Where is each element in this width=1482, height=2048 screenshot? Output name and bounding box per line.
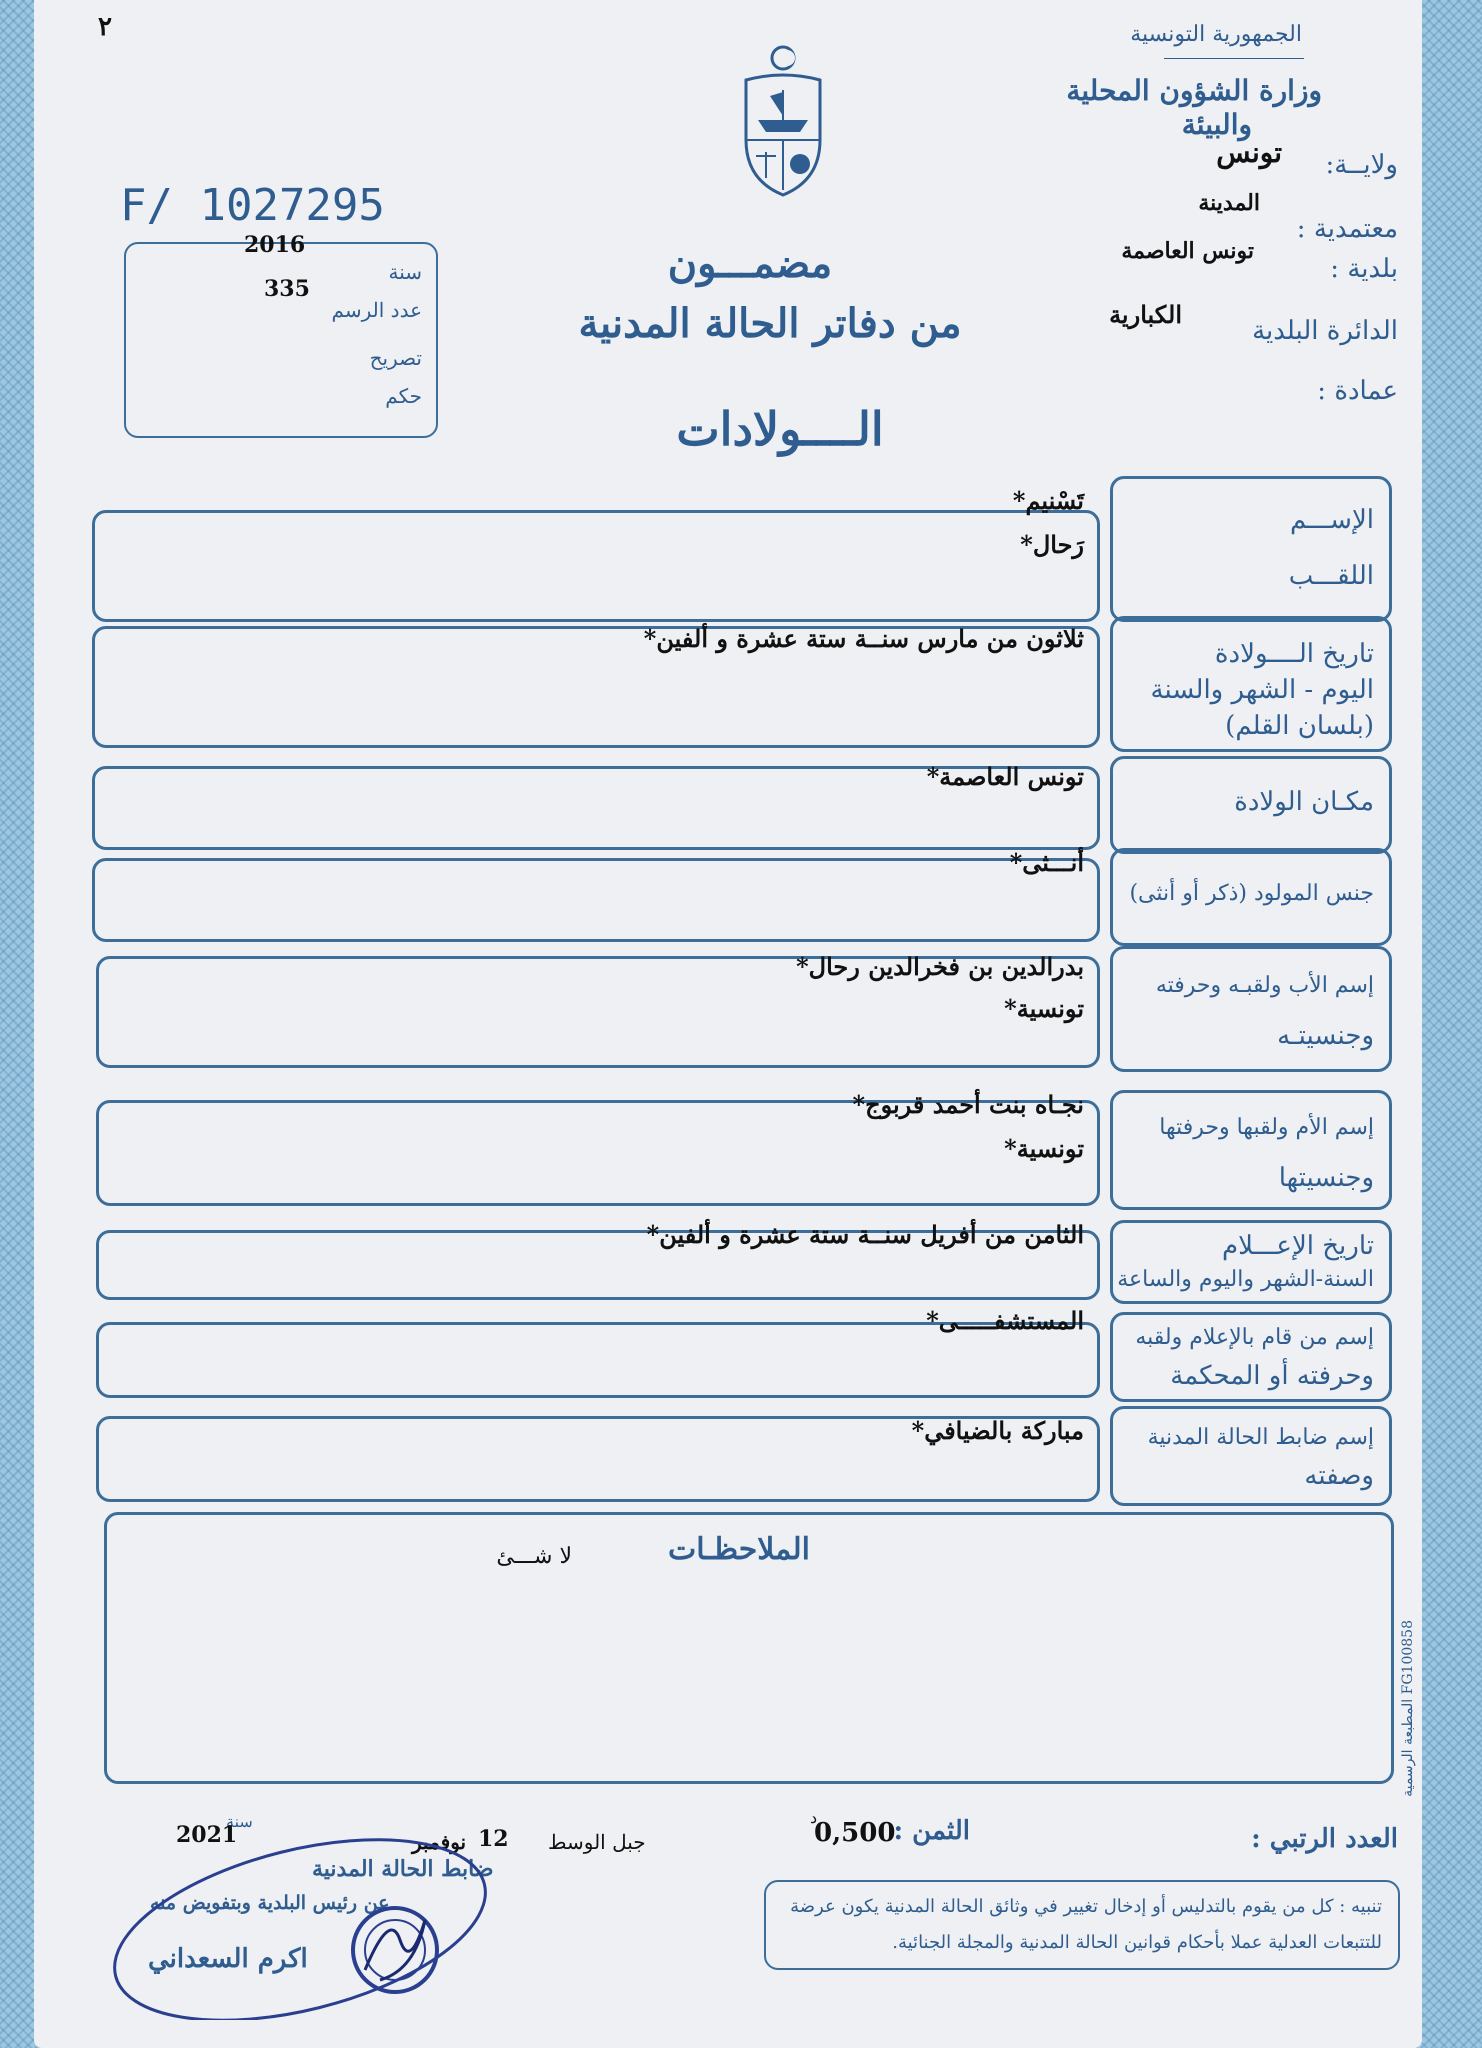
signature-stamp-icon [100,1820,510,2020]
price-value: 0,500 [814,1818,896,1848]
ministry-line-2: والبيئة [1181,108,1252,141]
field-value: تونس العاصمة* [926,762,1084,791]
officer-name: اكرم السعداني [148,1944,308,1974]
field-label: (بلسان القلم) [1225,711,1374,741]
record-judgment-label: حكم [385,384,422,408]
municipality-value: تونس العاصمة [1121,238,1254,264]
imada-label: عمادة : [1317,376,1398,406]
header-divider [1164,58,1304,59]
remarks-label: الملاحظـات [667,1532,810,1567]
delegation-label: معتمدية : [1296,214,1398,244]
district-value: الكبارية [1109,300,1182,329]
footer-serial-label: العدد الرتبي : [1251,1824,1398,1854]
governorate-value: تونس [1216,136,1282,169]
printer-mark: المطبعة الرسمية FG100858 [1400,1620,1416,1797]
field-label: اليوم - الشهر والسنة [1150,675,1374,705]
record-declaration-label: تصريح [369,346,422,370]
field-label: إسم ضابط الحالة المدنية [1147,1425,1374,1450]
field-value: تَسْنيم* [1012,486,1084,515]
field-value: أنـــثى* [1009,848,1084,877]
field-label: إسم من قام بالإعلام ولقبه [1135,1325,1374,1350]
issue-day: 12 [478,1826,509,1852]
officer-title: ضابط الحالة المدنية [312,1856,494,1882]
field-value: المستشفـــــى* [926,1306,1084,1335]
field-value: تونسية* [1004,1134,1084,1163]
record-year-label: سنة [388,260,422,284]
record-number-value: 335 [264,276,310,302]
coat-of-arms-icon [728,40,838,200]
district-label: الدائرة البلدية [1252,316,1398,346]
officer-delegation: عن رئيس البلدية وبتفويض منه [150,1892,390,1914]
notice-line-2: للتتبعات العدلية عملا بأحكام قوانين الحالة المدنية والمجلة الجنائية. [892,1932,1382,1953]
notice-box [764,1880,1400,1970]
republic-name: الجمهورية التونسية [1130,22,1302,47]
field-label: إسم الأب ولقبـه وحرفته [1155,973,1374,998]
field-label: الإســـم [1290,505,1374,535]
title-line-1: مضمـــون [667,240,833,287]
title-line-3: الــــولادات [676,402,884,456]
field-value-box [92,858,1100,942]
record-year-value: 2016 [244,232,306,258]
field-label: جنس المولود (ذكر أو أنثى) [1129,881,1374,906]
issue-year-label: سنة [226,1812,253,1831]
remarks-value: لا شـــئ [496,1544,572,1569]
field-label: وصفته [1304,1461,1374,1491]
field-label: اللقـــب [1288,561,1374,591]
governorate-label: ولايــة: [1325,150,1398,180]
field-label: إسم الأم ولقبها وحرفتها [1159,1115,1374,1140]
field-value: نجـاه بنت أحمد قربوج* [852,1090,1084,1119]
field-value: بدرالدين بن فخرالدين رحال* [796,952,1084,981]
notice-line-1: تنبيه : كل من يقوم بالتدليس أو إدخال تغيير في وثائق الحالة المدنية يكون عرضة [790,1896,1382,1917]
field-label: تاريخ الإعـــلام [1221,1231,1374,1261]
field-value-box [92,510,1100,622]
issue-place: جبل الوسط [548,1830,646,1854]
field-label: السنة-الشهر واليوم والساعة [1117,1267,1374,1292]
field-value: مباركة بالضيافي* [911,1416,1084,1445]
issue-year-value: 2021 [176,1822,238,1848]
price-unit: د [810,1808,818,1827]
field-label: تاريخ الــــولادة [1214,639,1374,669]
field-label: مكـان الولادة [1234,787,1374,817]
field-label: وجنسيتها [1278,1163,1374,1193]
field-value: تونسية* [1004,994,1084,1023]
record-number-label: عدد الرسم [331,298,422,322]
page-marker: ٢ [98,12,112,42]
field-value: ثلاثون من مارس سنــة ستة عشرة و ألفين* [643,624,1084,653]
field-label-box [1110,476,1392,622]
ministry-line-1: وزارة الشؤون المحلية [1066,74,1322,107]
field-value: الثامن من أفريل سنــة ستة عشرة و ألفين* [646,1220,1084,1249]
title-line-2: من دفاتر الحالة المدنية [578,300,962,347]
field-label: وجنسيتـه [1277,1021,1374,1051]
delegation-value: المدينة [1198,190,1260,216]
field-label: وحرفته أو المحكمة [1170,1361,1374,1391]
price-label: الثمن : [893,1816,970,1846]
field-value: رَحال* [1020,530,1084,559]
issue-month: نوفمبر [412,1830,467,1854]
serial-number: F/ 1027295 [120,180,385,231]
municipality-label: بلدية : [1330,254,1398,284]
